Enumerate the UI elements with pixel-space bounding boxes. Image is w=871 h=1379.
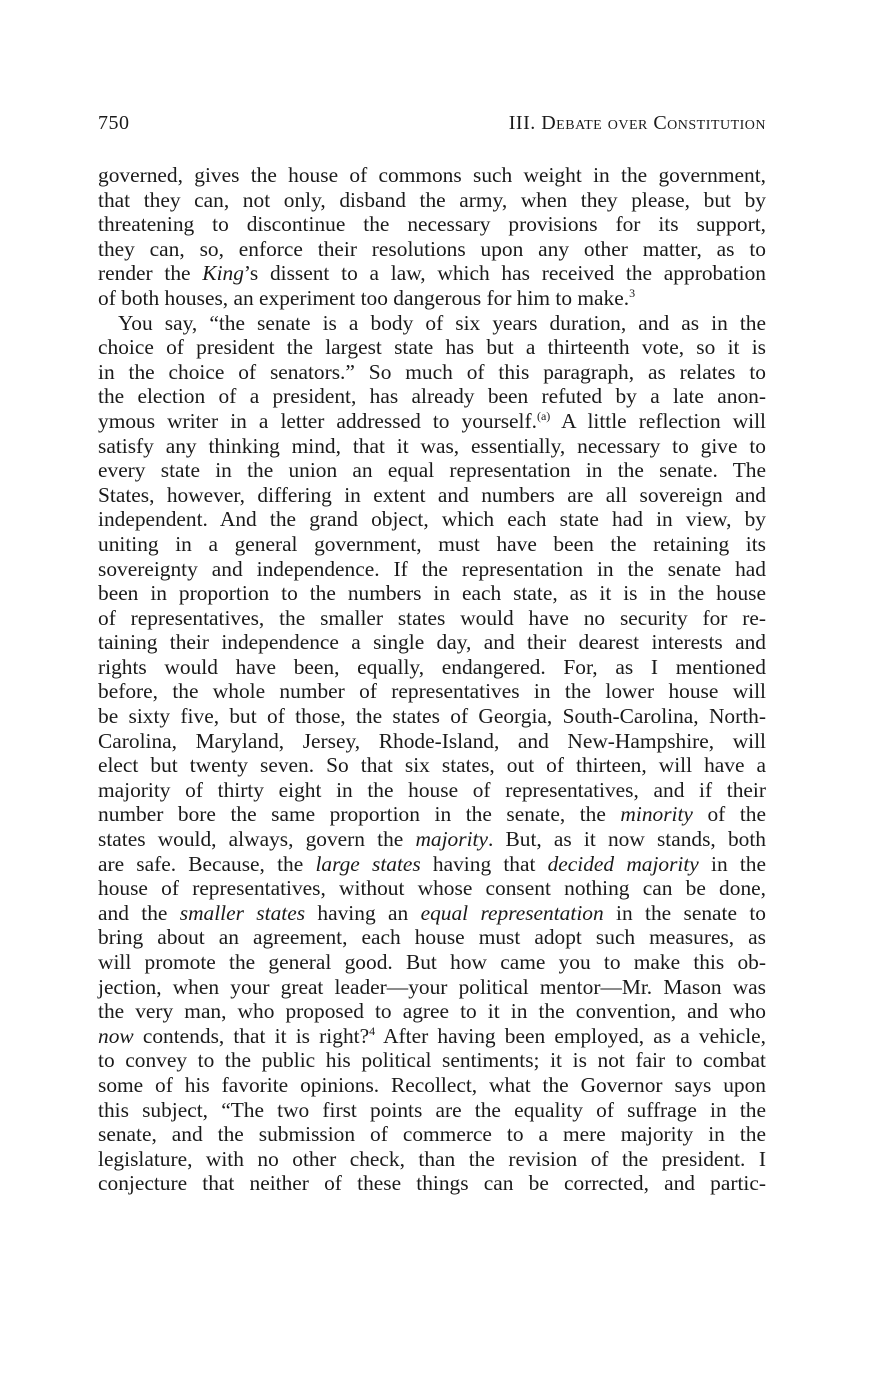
page-header [98, 112, 766, 146]
text-line: sovereignty and independence. If the representation in the senate had [98, 556, 766, 581]
text-line: the election of a president, has already been refuted by a late anon- [98, 384, 766, 409]
text-line: jection, when your great leader—your political mentor—Mr. Mason was [98, 974, 766, 999]
text-line: senate, and the submission of commerce to a mere majority in the [98, 1122, 766, 1147]
text-line: be sixty five, but of those, the states of Georgia, South-Carolina, North- [98, 704, 766, 729]
italic-text: smaller states [179, 900, 306, 925]
text-span: of both houses, an experiment too dangerous for him to make. [98, 285, 630, 310]
text-line: governed, gives the house of commons such weight in the government, [98, 163, 766, 187]
text-line: conjecture that neither of these things can be corrected, and partic- [98, 1171, 766, 1196]
text-line: States, however, differing in extent and numbers are all sovereign and [98, 482, 766, 507]
running-head-roman: III. [508, 112, 536, 134]
body-text [98, 163, 766, 1196]
text-span: . But, as it now stands, both [487, 827, 766, 852]
text-line: independent. And the grand object, which each state had in view, by [98, 507, 766, 532]
text-line: choice of president the largest state has but a thirteenth vote, so it is [98, 335, 766, 360]
paragraph-2 [98, 311, 766, 1196]
italic-text: majority [415, 827, 488, 852]
italic-text: King [202, 261, 244, 286]
text-span: states would, always, govern the [98, 827, 416, 852]
text-span: After having been employed, as a vehicle, [375, 1023, 766, 1048]
text-line: every state in the union an equal representation in the senate. The [98, 458, 766, 483]
text-line: satisfy any thinking mind, that it was, essentially, necessary to give to [98, 433, 766, 458]
text-line: in the choice of senators.” So much of this paragraph, as relates to [98, 359, 766, 384]
text-line: taining their independence a single day, and their dearest interests and [98, 630, 766, 655]
text-span: having an [305, 900, 421, 925]
text-line: this subject, “The two first points are the equality of suffrage in the [98, 1097, 766, 1122]
running-head-title: Debate over Constitution [541, 112, 766, 134]
italic-text: minority [620, 802, 693, 827]
text-line [98, 827, 766, 852]
text-line [98, 261, 766, 286]
italic-text: equal representation [420, 900, 604, 925]
text-line: You say, “the senate is a body of six years duration, and as in the [118, 310, 766, 335]
italic-text: now [98, 1023, 134, 1048]
text-line: majority of thirty eight in the house of representatives, and if their [98, 777, 766, 802]
text-line: uniting in a general government, must have been the retaining its [98, 531, 766, 556]
footnote-marker: 3 [629, 285, 636, 300]
text-line: house of representatives, without whose consent nothing can be done, [98, 876, 766, 901]
text-span: in the senate to [603, 900, 767, 925]
text-span: number bore the same proportion in the senate, the [98, 802, 621, 827]
text-span: ymous writer in a letter addressed to yourself. [98, 408, 537, 433]
page-number: 750 [98, 112, 130, 134]
text-line: threatening to discontinue the necessary provisions for its support, [98, 212, 766, 237]
text-line: some of his favorite opinions. Recollect, what the Governor says upon [98, 1072, 766, 1097]
text-span: ’s dissent to a law, which has received the approbation [243, 261, 766, 286]
text-line: of representatives, the smaller states would have no security for re- [98, 605, 766, 630]
text-line: the very man, who proposed to agree to it in the convention, and who [98, 999, 766, 1024]
text-span: contends, that it is right? [133, 1023, 370, 1048]
text-line: bring about an agreement, each house must adopt such measures, as [98, 925, 766, 950]
text-line: been in proportion to the numbers in each state, as it is in the house [98, 581, 766, 606]
text-span: A little reflection will [550, 408, 766, 433]
text-line [98, 901, 766, 926]
text-line [98, 409, 766, 434]
text-line: legislature, with no other check, than the revision of the president. I [98, 1146, 766, 1171]
text-line [98, 1024, 766, 1049]
text-line: rights would have been, equally, endangered. For, as I mentioned [98, 654, 766, 679]
italic-text: decided majority [547, 851, 699, 876]
text-line: before, the whole number of representatives in the lower house will [98, 679, 766, 704]
text-line: to convey to the public his political sentiments; it is not fair to combat [98, 1048, 766, 1073]
paragraph-1 [98, 163, 766, 311]
text-line: they can, so, enforce their resolutions upon any other matter, as to [98, 236, 766, 261]
footnote-marker: (a) [536, 408, 551, 423]
italic-text: large states [315, 851, 421, 876]
footnote-marker: 4 [369, 1023, 376, 1038]
text-line [98, 286, 766, 311]
text-span: are safe. Because, the [98, 851, 316, 876]
running-head [509, 112, 766, 135]
text-line: will promote the general good. But how came you to make this ob- [98, 950, 766, 974]
text-line: Carolina, Maryland, Jersey, Rhode-Island, and New-Hampshire, will [98, 728, 766, 753]
text-span: having that [420, 851, 548, 876]
text-line: that they can, not only, disband the army, when they please, but by [98, 187, 766, 212]
text-span: in the [698, 851, 766, 876]
text-span: of the [692, 802, 766, 827]
text-line [98, 802, 766, 827]
text-line: elect but twenty seven. So that six states, out of thirteen, will have a [98, 753, 766, 778]
text-span: render the [98, 261, 203, 286]
text-line [98, 852, 766, 877]
text-span: and the [98, 900, 180, 925]
